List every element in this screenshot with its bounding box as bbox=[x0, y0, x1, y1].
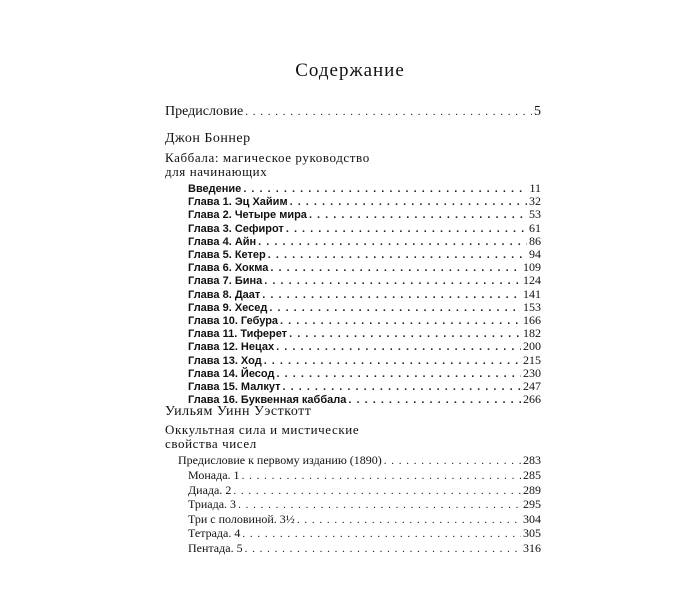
dot-leader bbox=[297, 513, 521, 526]
dot-leader bbox=[309, 208, 527, 221]
toc-entry bbox=[188, 247, 541, 261]
entry-page: 86 bbox=[529, 233, 541, 248]
entry-label: Три с половиной. 3½ bbox=[188, 511, 295, 526]
entry-label: Глава 13. Ход bbox=[188, 354, 262, 367]
entry-label: Глава 15. Малкут bbox=[188, 381, 281, 393]
toc-entry bbox=[188, 207, 541, 221]
entry-page: 295 bbox=[523, 497, 541, 512]
section2-author: Уильям Уинн Уэсткотт bbox=[165, 404, 312, 419]
entry-page: 283 bbox=[523, 453, 541, 467]
dot-leader bbox=[384, 454, 521, 467]
dot-leader bbox=[262, 288, 521, 301]
entry-label: Глава 7. Бина bbox=[188, 275, 263, 288]
entry-label: Глава 2. Четыре мира bbox=[188, 209, 307, 222]
page-title: Содержание bbox=[295, 60, 405, 81]
entry-page: 230 bbox=[523, 365, 541, 380]
entry-label: Глава 1. Эц Хайим bbox=[188, 196, 288, 209]
section1-title-line1: Каббала: магическое руководство bbox=[165, 150, 370, 165]
entry-page: 11 bbox=[529, 181, 541, 195]
toc-entry bbox=[188, 366, 541, 380]
entry-label: Глава 14. Йесод bbox=[188, 367, 275, 380]
toc-entry-section2-intro bbox=[178, 453, 541, 467]
entry-label: Предисловие bbox=[165, 104, 244, 119]
section2-title-line2: свойства чисел bbox=[165, 436, 257, 451]
toc-entry bbox=[188, 181, 541, 195]
entry-page: 215 bbox=[523, 352, 541, 367]
dot-leader bbox=[269, 301, 521, 314]
toc-entry bbox=[188, 483, 541, 497]
dot-leader bbox=[277, 367, 522, 380]
entry-label: Глава 5. Кетер bbox=[188, 249, 266, 261]
dot-leader bbox=[242, 469, 521, 482]
entry-label: Глава 9. Хесед bbox=[188, 301, 268, 314]
entry-page: 109 bbox=[523, 260, 541, 275]
entry-page: 153 bbox=[523, 299, 541, 314]
dot-leader bbox=[264, 274, 521, 287]
dot-leader bbox=[245, 103, 532, 121]
toc-entry bbox=[188, 194, 541, 208]
toc-entry bbox=[188, 526, 541, 540]
entry-page: 94 bbox=[529, 247, 541, 261]
entry-page: 285 bbox=[523, 468, 541, 482]
toc-entry bbox=[188, 468, 541, 482]
entry-label: Диада. 2 bbox=[188, 482, 232, 497]
entry-label: Триада. 3 bbox=[188, 497, 237, 512]
dot-leader bbox=[270, 261, 521, 274]
toc-entry bbox=[188, 273, 541, 287]
entry-page: 247 bbox=[523, 379, 541, 393]
dot-leader bbox=[245, 542, 521, 555]
toc-entry bbox=[188, 339, 541, 353]
entry-label: Монада. 1 bbox=[188, 468, 240, 482]
entry-page: 289 bbox=[523, 482, 541, 497]
toc-entry bbox=[188, 379, 541, 393]
entry-page: 32 bbox=[529, 194, 541, 209]
dot-leader bbox=[290, 195, 527, 208]
dot-leader bbox=[289, 327, 521, 340]
entry-label: Глава 12. Нецах bbox=[188, 341, 275, 354]
dot-leader bbox=[282, 380, 521, 393]
dot-leader bbox=[242, 527, 521, 540]
toc-entry-preface bbox=[165, 103, 541, 121]
entry-page: 182 bbox=[523, 326, 541, 341]
dot-leader bbox=[280, 314, 521, 327]
toc-entry bbox=[188, 313, 541, 327]
entry-page: 305 bbox=[523, 526, 541, 541]
section2-title-line1: Оккультная сила и мистические bbox=[165, 422, 360, 437]
toc-entry bbox=[188, 260, 541, 274]
dot-leader bbox=[276, 340, 521, 353]
entry-page: 266 bbox=[523, 392, 541, 407]
entry-label: Тетрада. 4 bbox=[188, 526, 241, 541]
toc-entry bbox=[188, 512, 541, 526]
toc-entry bbox=[188, 326, 541, 340]
entry-label: Глава 10. Гебура bbox=[188, 315, 279, 327]
entry-page: 200 bbox=[523, 339, 541, 354]
dot-leader bbox=[238, 498, 521, 511]
dot-leader bbox=[268, 248, 527, 261]
toc-entry bbox=[188, 234, 541, 248]
entry-page: 316 bbox=[523, 541, 541, 555]
toc-entry bbox=[188, 287, 541, 301]
entry-label: Глава 8. Даат bbox=[188, 288, 261, 301]
entry-label: Глава 6. Хокма bbox=[188, 262, 269, 275]
toc-entry bbox=[188, 541, 541, 555]
dot-leader bbox=[264, 354, 521, 367]
entry-page: 166 bbox=[523, 313, 541, 327]
toc-entry bbox=[188, 221, 541, 235]
entry-page: 304 bbox=[523, 511, 541, 526]
toc-entry bbox=[188, 353, 541, 367]
dot-leader bbox=[348, 393, 521, 406]
entry-label: Предисловие к первому изданию (1890) bbox=[178, 453, 382, 467]
entry-page: 124 bbox=[523, 273, 541, 288]
entry-label: Введение bbox=[188, 183, 242, 195]
entry-page: 61 bbox=[529, 220, 541, 235]
toc-entry bbox=[188, 300, 541, 314]
entry-label: Пентада. 5 bbox=[188, 541, 243, 555]
dot-leader bbox=[286, 222, 527, 235]
toc-entry bbox=[188, 497, 541, 511]
entry-page: 53 bbox=[529, 207, 541, 222]
dot-leader bbox=[258, 235, 527, 248]
dot-leader bbox=[243, 182, 527, 195]
dot-leader bbox=[233, 484, 521, 497]
section1-title-line2: для начинающих bbox=[165, 164, 268, 179]
entry-label: Глава 11. Тиферет bbox=[188, 328, 288, 341]
entry-page: 141 bbox=[523, 286, 541, 301]
entry-label: Глава 3. Сефирот bbox=[188, 222, 284, 235]
entry-page: 5 bbox=[534, 104, 541, 119]
section1-author: Джон Боннер bbox=[165, 131, 251, 146]
entry-label: Глава 16. Буквенная каббала bbox=[188, 394, 347, 407]
entry-label: Глава 4. Айн bbox=[188, 235, 257, 248]
